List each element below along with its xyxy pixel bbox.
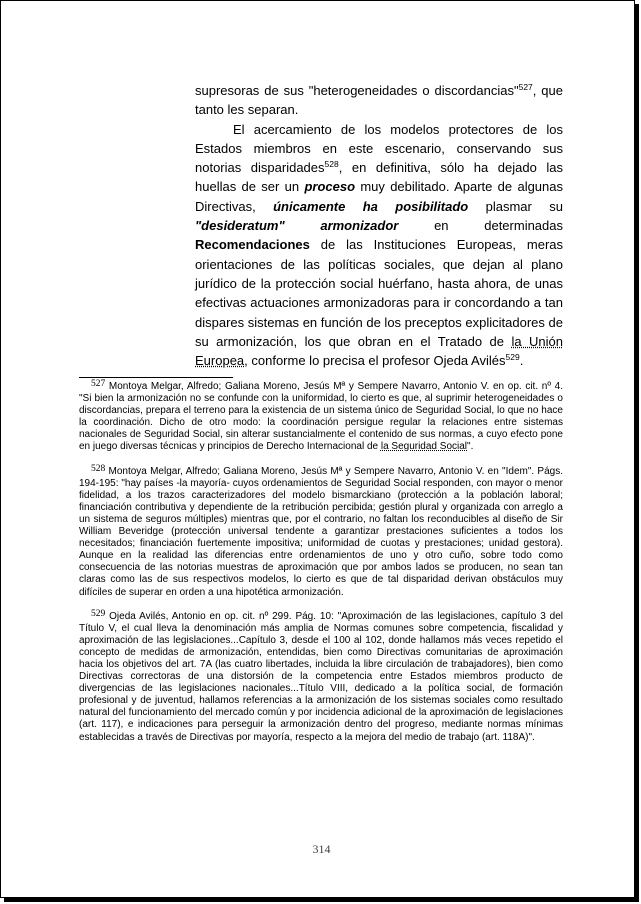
hyperlink-union-europea[interactable]: la Unión Europea xyxy=(195,333,563,369)
main-text xyxy=(195,81,563,370)
emphasis-proceso: proceso xyxy=(304,179,356,195)
text-run: muy debilitado. Aparte de algunas Directivas, xyxy=(195,179,563,214)
footnote-529 xyxy=(79,608,563,744)
text-run: en determinadas xyxy=(398,218,563,234)
text-run: , conforme lo precisa el profesor Ojeda Avilés xyxy=(244,353,506,369)
text-run: , que tanto les separan. xyxy=(195,83,563,118)
footnote-text: Ojeda Avilés, Antonio en op. cit. nº 299. Pág. 10: "Aproximación de las legislaciones, capítulo 3 del Título V, el cual lleva la denominación más amplia de Normas comunes sobre competencia, fiscalidad y aproximación de las legislaciones...Capítulo 3, desde el 100 al 102, donde hallamos más veces repetido el concepto de medidas de armonización, entendidas, bien como Directivas comunitarias de aproximación hacia los objetivos del art. 7A (las cuatro libertades, incluida la libre circulación de trabajadores), bien como Directivas correctoras de una distorsión de la competencia entre Estados miembros producto de divergencias de las legislaciones nacionales...Título VIII, dedicado a la política social, de formación profesional y de juventud, hallamos referencias a la armonización de los sistemas sociales como resultado natural del funcionamiento del mercado común y por incidencia adicional de la aproximación de legislaciones (art. 117), e indicaciones para perseguir la armonización dentro del progreso, mediante normas mínimas establecidas a través de Directivas por mayoría, respecto a la mejora del medio de trabajo (art. 118A)". xyxy=(79,610,563,743)
paragraph-2 xyxy=(195,120,563,371)
text-run: El acercamiento de los modelos protectores de los Estados miembros en este escenario, conservando sus notorias disparidades xyxy=(195,121,563,176)
text-run: de las Instituciones Europeas, meras orientaciones de las políticas sociales, que dejan al plano jurídico de la protección social huérfano, hasta ahora, de unas efectivas actuaciones armonizadoras para ir concordando a tan dispares sistemas en función de los preceptos explicitadores de su armonización, los que obran en el Tratado de xyxy=(195,237,563,349)
page-number: 314 xyxy=(312,842,331,856)
footnotes xyxy=(79,381,563,756)
footnote-527 xyxy=(79,381,563,454)
hyperlink-seguridad-social[interactable]: la Seguridad Social xyxy=(380,441,468,453)
footnote-528 xyxy=(79,463,563,599)
footnote-ref-528[interactable]: 528 xyxy=(324,159,339,170)
footnote-text: Montoya Melgar, Alfredo; Galiana Moreno, Jesús Mª y Sempere Navarro, Antonio V. en "Idem". Págs. 194-195: "hay países -la mayoría- cuyos ordenamientos de Seguridad Social responden, con mayor o menor fidelidad, a los trazos caracterizadores del modelo bismarckiano (protección a la población laboral; financiación contributiva y dependiente de la retribución percibida; gestión plural y organizada con arreglo a un sistema de seguros múltiples) mientras que, por el contrario, no faltan los reconducibles al diseño de Sir William Beveridge (protección universal tendente a garantizar prestaciones suficientes a todos los necesitados; financiación fuertemente impositiva; uniformidad de cuotas y prestaciones; unidad gestora). Aunque en la realidad las diferencias entre ordenamientos de uno y otro cuño, sobre todo como consecuencia de las notorias muestras de aproximación que por ambos lados se producen, no sean tan claras como las de sus respectivos modelos, lo cierto es que de tal disparidad derivan obstáculos muy difíciles de superar en orden a una hipotética armonización. xyxy=(79,465,563,598)
paragraph-1 xyxy=(195,81,563,120)
emphasis-unicamente: únicamente ha posibilitado xyxy=(273,198,469,214)
footnote-text: ". xyxy=(467,441,474,453)
text-run: . xyxy=(519,353,524,369)
footnote-number: 529 xyxy=(91,608,106,619)
text-run: plasmar su xyxy=(468,198,563,214)
emphasis-desideratum: "desideratum" armonizador xyxy=(195,218,399,234)
footnote-number: 527 xyxy=(91,379,106,389)
footnote-ref-527[interactable]: 527 xyxy=(518,82,533,92)
footnote-number: 528 xyxy=(91,463,106,474)
text-run: , en definitiva, sólo ha dejado las huellas de ser un xyxy=(195,160,563,195)
footnote-separator xyxy=(79,377,233,378)
footnote-text: Montoya Melgar, Alfredo; Galiana Moreno, Jesús Mª y Sempere Navarro, Antonio V. en op. cit. nº 4. "Si bien la armonización no se confunde con la uniformidad, lo cierto es que, al suprimir heterogeneidades o discordancias, prepara el terreno para la existencia de un sistema único de Seguridad Social, lo que no hace la coordinación. Dicho de otro modo: la coordinación persigue regular la relaciones entre sistemas nacionales de Seguridad Social, sin alterar sustancialmente el contenido de sus normas, a cuyo efecto pone en juego diversas técnicas y principios de Derecho Internacional de xyxy=(79,381,563,453)
footnote-ref-529[interactable]: 529 xyxy=(505,352,520,363)
text-run: supresoras de sus "heterogeneidades o discordancias" xyxy=(195,83,519,98)
emphasis-recomendaciones: Recomendaciones xyxy=(195,237,310,253)
